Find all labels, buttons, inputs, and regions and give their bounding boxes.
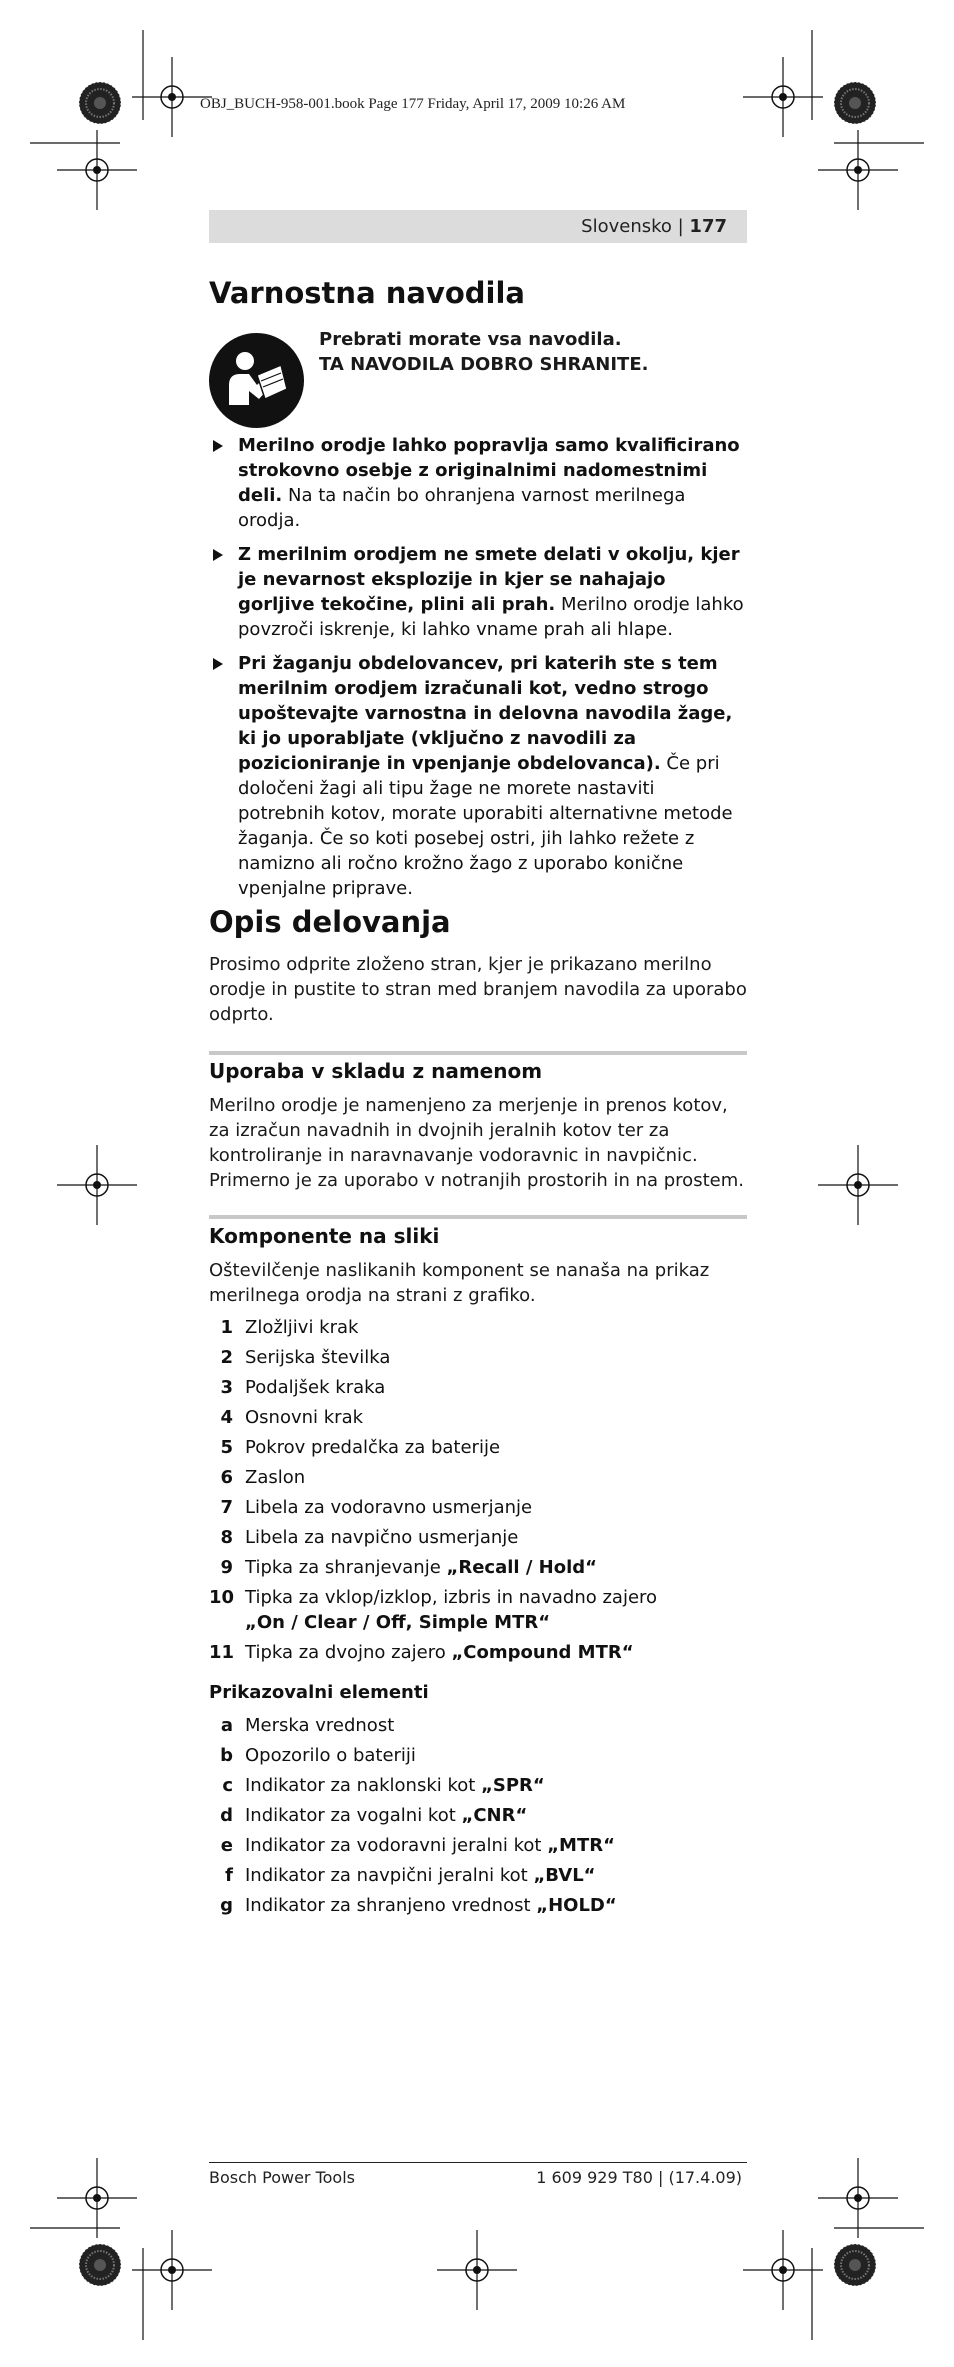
- list-item: [209, 1803, 747, 1828]
- safety-bullets: [209, 433, 747, 910]
- safety-bullet-2: [209, 542, 747, 642]
- list-item: [209, 1585, 747, 1635]
- safety-intro-line1: Prebrati morate vsa navodila.: [319, 329, 622, 350]
- item-text: Merska vrednost: [245, 1715, 395, 1736]
- item-text: Serijska številka: [245, 1347, 391, 1368]
- item-bold: „SPR“: [481, 1775, 545, 1796]
- list-item: [209, 1345, 747, 1370]
- safety-bullet-3: [209, 651, 747, 901]
- item-bold: „MTR“: [547, 1835, 615, 1856]
- item-number: 7: [220, 1497, 233, 1518]
- item-bold: „Recall / Hold“: [446, 1557, 597, 1578]
- item-text: Podaljšek kraka: [245, 1377, 386, 1398]
- item-text: Opozorilo o bateriji: [245, 1745, 416, 1766]
- list-item: [209, 1465, 747, 1490]
- item-letter: d: [220, 1805, 233, 1826]
- bullet-bold-text: Z merilnim orodjem ne smete delati v okolju, kjer je nevarnost eksplozije in kjer se nahajajo gorljive tekočine, plini ali prah.: [238, 544, 740, 615]
- bullet-bold-text: Pri žaganju obdelovancev, pri katerih ste s tem merilnim orodjem izračunali kot, vedno strogo upoštevajte varnostna in delovna navodila žage, ki jo uporabljate (vključno z navodili za pozicioniranje in vpenjanje obdelovanca).: [238, 653, 733, 774]
- item-letter: e: [220, 1835, 233, 1856]
- display-title: Prikazovalni elementi: [209, 1682, 429, 1703]
- footer-left: Bosch Power Tools: [209, 2168, 355, 2187]
- item-bold: „On / Clear / Off, Simple MTR“: [245, 1612, 551, 1633]
- list-item: [209, 1640, 747, 1665]
- item-bold: „BVL“: [533, 1865, 596, 1886]
- page-number: 177: [689, 216, 727, 237]
- bullet-triangle-icon: [213, 549, 223, 561]
- page-header: [209, 210, 747, 243]
- item-number: 11: [209, 1642, 235, 1663]
- components-list: [209, 1315, 747, 1670]
- list-item: [209, 1315, 747, 1340]
- item-text: Zaslon: [245, 1467, 306, 1488]
- item-number: 2: [220, 1347, 233, 1368]
- item-letter: g: [220, 1895, 233, 1916]
- bullet-triangle-icon: [213, 658, 223, 670]
- list-item: [209, 1435, 747, 1460]
- bullet-normal-text: Če pri določeni žagi ali tipu žage ne morete nastaviti potrebnih kotov, morate uporabiti alternativne metode žaganja. Če so koti posebej ostri, jih lahko režete z namizno ali ročno krožno žago z uporabo konične vpenjalne priprave.: [238, 753, 733, 899]
- safety-intro: [319, 327, 749, 377]
- item-number: 10: [209, 1587, 235, 1608]
- item-text: Tipka za shranjevanje: [245, 1557, 447, 1578]
- bullet-bold-text: Merilno orodje lahko popravlja samo kvalificirano strokovno osebje z originalnimi nadomestnimi deli.: [238, 435, 740, 506]
- item-text: Tipka za dvojno zajero: [245, 1642, 452, 1663]
- list-item: [209, 1863, 747, 1888]
- item-number: 5: [220, 1437, 233, 1458]
- item-text: Indikator za shranjeno vrednost: [245, 1895, 537, 1916]
- item-letter: a: [220, 1715, 233, 1736]
- list-item: [209, 1495, 747, 1520]
- list-item: [209, 1405, 747, 1430]
- list-item: [209, 1555, 747, 1580]
- item-text: Indikator za vogalni kot: [245, 1805, 462, 1826]
- item-number: 1: [220, 1317, 233, 1338]
- safety-intro-line2: TA NAVODILA DOBRO SHRANITE.: [319, 354, 649, 375]
- intended-use-title: Uporaba v skladu z namenom: [209, 1059, 543, 1083]
- list-item: [209, 1713, 747, 1738]
- item-letter: c: [222, 1775, 233, 1796]
- bullet-normal-text: Merilno orodje lahko povzroči iskrenje, ki lahko vname prah ali hlape.: [238, 594, 744, 640]
- list-item: [209, 1375, 747, 1400]
- item-number: 3: [220, 1377, 233, 1398]
- item-text: Tipka za vklop/izklop, izbris in navadno zajero: [245, 1587, 658, 1608]
- list-item: [209, 1833, 747, 1858]
- header-section: Slovensko |: [581, 216, 690, 237]
- print-header: OBJ_BUCH-958-001.book Page 177 Friday, April 17, 2009 10:26 AM: [200, 96, 626, 112]
- header-text: [581, 216, 727, 237]
- item-number: 9: [220, 1557, 233, 1578]
- item-text: Libela za navpično usmerjanje: [245, 1527, 519, 1548]
- item-letter: f: [225, 1865, 233, 1886]
- item-text: Indikator za naklonski kot: [245, 1775, 482, 1796]
- components-text: Oštevilčenje naslikanih komponent se nanaša na prikaz merilnega orodja na strani z grafiko.: [209, 1260, 710, 1306]
- bullet-triangle-icon: [213, 440, 223, 452]
- list-item: [209, 1773, 747, 1798]
- item-number: 4: [220, 1407, 233, 1428]
- description-text: Prosimo odprite zloženo stran, kjer je prikazano merilno orodje in pustite to stran med branjem navodila za uporabo odprto.: [209, 954, 747, 1025]
- item-bold: „Compound MTR“: [451, 1642, 634, 1663]
- description-title: Opis delovanja: [209, 905, 451, 939]
- list-item: [209, 1893, 747, 1918]
- item-number: 6: [220, 1467, 233, 1488]
- item-number: 8: [220, 1527, 233, 1548]
- item-letter: b: [220, 1745, 233, 1766]
- components-title: Komponente na sliki: [209, 1224, 440, 1248]
- item-text: Zložljivi krak: [245, 1317, 359, 1338]
- intended-use-text: Merilno orodje je namenjeno za merjenje in prenos kotov, za izračun navadnih in dvojnih jeralnih kotov ter za kontroliranje in naravnavanje vodoravnic in navpičnic. Primerno je za uporabo v notranjih prostorih in na prostem.: [209, 1095, 744, 1191]
- display-list: [209, 1713, 747, 1923]
- components-rule: [209, 1215, 747, 1219]
- item-text: Pokrov predalčka za baterije: [245, 1437, 501, 1458]
- item-text: Indikator za navpični jeralni kot: [245, 1865, 534, 1886]
- bullet-normal-text: Na ta način bo ohranjena varnost merilnega orodja.: [238, 485, 686, 531]
- item-bold: „CNR“: [461, 1805, 528, 1826]
- footer-right: 1 609 929 T80 | (17.4.09): [536, 2168, 742, 2187]
- intended-use-rule: [209, 1051, 747, 1055]
- read-manual-icon: [209, 333, 304, 428]
- list-item: [209, 1743, 747, 1768]
- list-item: [209, 1525, 747, 1550]
- footer-rule: [209, 2162, 747, 2163]
- item-bold: „HOLD“: [536, 1895, 617, 1916]
- safety-title: Varnostna navodila: [209, 276, 525, 310]
- item-text: Osnovni krak: [245, 1407, 364, 1428]
- read-manual-icon-svg: [209, 333, 304, 428]
- item-text: Indikator za vodoravni jeralni kot: [245, 1835, 548, 1856]
- safety-bullet-1: [209, 433, 747, 533]
- item-text: Libela za vodoravno usmerjanje: [245, 1497, 533, 1518]
